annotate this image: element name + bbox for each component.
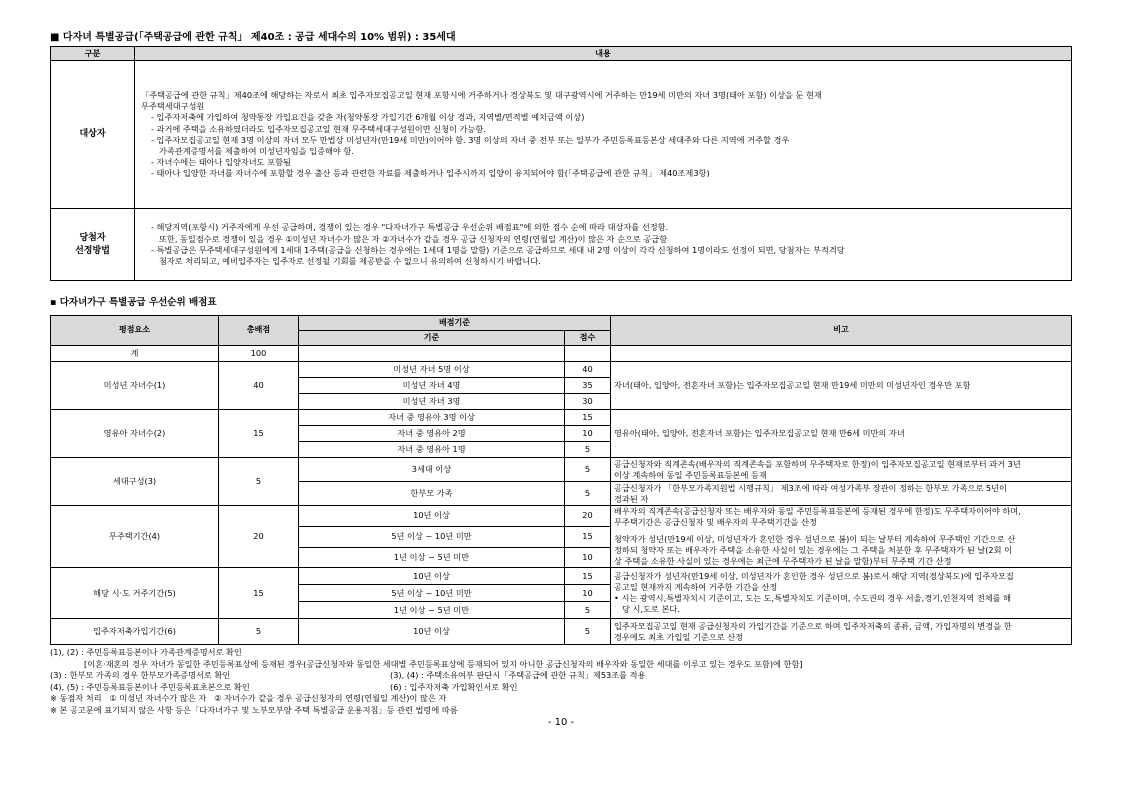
eligible-line: - 과거에 주택을 소유하였더라도 입주자모집공고일 현재 무주택세대구성원이면 신청이 가능함. — [151, 123, 486, 134]
total-cell: 5 — [219, 458, 299, 506]
header-criteria: 기준 — [299, 331, 565, 346]
score-cell: 10 — [565, 547, 611, 568]
footnote-part: (6) : 입주자저축 가입확인서로 확인 — [390, 681, 518, 692]
selection-line: 또한, 동일점수로 경쟁이 있을 경우 ①미성년 자녀수가 많은 자 ②자녀수가 같을 경우 공급 신청자의 연령(연월일 계산)이 많은 자 순으로 공급함 — [159, 233, 668, 244]
total-cell: 15 — [219, 568, 299, 619]
empty-cell — [565, 346, 611, 362]
score-cell: 15 — [565, 568, 611, 585]
footnote-line: (1), (2) : 주민등록표등본이나 가족관계증명서로 확인 — [50, 647, 242, 658]
criteria-cell: 5년 이상 ~ 10년 미만 — [299, 585, 565, 602]
total-cell: 5 — [219, 619, 299, 645]
score-table — [50, 315, 1072, 645]
section1-title: ■ 다자녀 특별공급(「주택공급에 관한 규칙」 제40조 : 공급 세대수의 10% 범위) : 35세대 — [50, 32, 456, 43]
header-score: 점수 — [565, 331, 611, 346]
header-criteria-group: 배점기준 — [299, 316, 611, 331]
eligible-line: 가족관계증명서를 제출하여 미성년자임을 입증해야 함. — [159, 145, 354, 156]
eligible-line: - 입주자모집공고일 현재 3명 이상의 자녀 모두 만법상 미성년자(만19세 미만)이어야 함. 3명 이상의 자녀 중 전부 또는 일부가 주민등록표등본상 세대주와 다른 지역에 거주할 경우 — [151, 134, 790, 145]
remarks-line: 공고일 현재까지 계속하여 거주한 기간을 산정 — [614, 582, 778, 593]
factor-cell: 무주택기간(4) — [51, 506, 219, 568]
criteria-cell: 자녀 중 영유아 1명 — [299, 442, 565, 458]
score-cell: 5 — [565, 602, 611, 619]
remarks-cell — [611, 619, 1072, 645]
criteria-cell: 10년 이상 — [299, 506, 565, 527]
criteria-cell: 10년 이상 — [299, 568, 565, 585]
eligible-line: - 태아나 입양한 자녀를 자녀수에 포함할 경우 출산 등과 관련한 자료를 제출하거나 입주시까지 입양이 유지되어야 함(「주택공급에 관한 규칙」 제40조제3항) — [151, 167, 710, 178]
criteria-cell: 10년 이상 — [299, 619, 565, 645]
criteria-cell: 자녀 중 영유아 3명 이상 — [299, 410, 565, 426]
remarks-cell — [611, 362, 1072, 410]
factor-cell: 세대구성(3) — [51, 458, 219, 506]
header-content: 내용 — [135, 47, 1072, 61]
eligible-line: 「주택공급에 관한 규칙」제40조에 해당하는 자로서 최초 입주자모집공고일 현재 포항시에 거주하거나 경상북도 및 대구광역시에 거주하는 만19세 미만의 자녀 3명(태아 포함) 이상을 둔 현재 — [141, 90, 822, 101]
remarks-line: 입주자모집공고일 현재 공급신청자의 가입기간을 기준으로 하며 입주자저축의 종류, 금액, 가입자명의 변경을 한 — [614, 620, 1012, 631]
selection-content — [135, 209, 1072, 281]
criteria-cell: 자녀 중 영유아 2명 — [299, 426, 565, 442]
header-total: 총배점 — [219, 316, 299, 346]
score-cell: 40 — [565, 362, 611, 378]
eligible-content — [135, 61, 1072, 209]
criteria-cell: 한부모 가족 — [299, 482, 565, 506]
footnote-part: (4), (5) : 주민등록표등본이나 주민등록표초본으로 확인 — [50, 681, 250, 692]
score-cell: 10 — [565, 585, 611, 602]
eligible-line: - 입주자저축에 가입하여 청약통장 가입요건을 갖춘 자(청약통장 가입기간 6개월 이상 경과, 지역별/면적별 예치금액 이상) — [151, 112, 585, 123]
remarks-line: 청약자가 성년(만19세 이상, 미성년자가 혼인한 경우 성년으로 봄)이 되는 날부터 계속하여 무주택인 기간으로 산 — [614, 534, 1016, 545]
remarks-line: 경우에도 최초 가입일 기준으로 산정 — [614, 631, 744, 642]
remarks-line: 배우자의 직계존속(공급신청자 또는 배우자와 동일 주민등록표등본에 등재된 경우에 한정)도 무주택자이어야 하며, — [614, 506, 1021, 517]
score-cell: 10 — [565, 426, 611, 442]
row-label-selection-1: 당첨자 — [79, 233, 106, 244]
selection-line: - 해당지역(포항시) 거주자에게 우선 공급하며, 경쟁이 있는 경우 "다자녀가구 특별공급 우선순위 배점표"에 의한 점수 순에 따라 대상자를 선정함. — [151, 222, 669, 233]
header-category: 구분 — [51, 47, 135, 61]
score-cell: 5 — [565, 482, 611, 506]
total-cell: 15 — [219, 410, 299, 458]
factor-cell: 영유아 자녀수(2) — [51, 410, 219, 458]
row-label-selection — [51, 209, 135, 281]
criteria-cell: 1년 이상 ~ 5년 미만 — [299, 602, 565, 619]
criteria-cell: 미성년 자녀 4명 — [299, 378, 565, 394]
selection-line: 첨자로 처리되고, 예비입주자는 입주자로 선정될 기회를 제공받을 수 없으니 유의하여 신청하시기 바랍니다. — [159, 255, 541, 266]
criteria-cell: 5년 이상 ~ 10년 미만 — [299, 526, 565, 547]
footnote-part: (3), (4) : 주택소유여부 판단시「주택공급에 관한 규칙」제53조를 적용 — [390, 670, 646, 681]
criteria-cell: 미성년 자녀 5명 이상 — [299, 362, 565, 378]
row-label-eligible: 대상자 — [51, 61, 135, 209]
remarks-line: 당 시,도로 본다. — [622, 604, 680, 615]
footnotes — [50, 647, 1072, 716]
score-cell: 20 — [565, 506, 611, 527]
eligible-line: 무주택세대구성원 — [141, 101, 205, 112]
remarks-line: 공급신청자와 직계존속(배우자의 직계존속을 포함하며 무주택자로 한정)이 입주자모집공고일 현재로부터 과거 3년 — [614, 458, 1021, 469]
page — [50, 30, 1072, 728]
criteria-cell: 3세대 이상 — [299, 458, 565, 482]
remarks-cell — [611, 458, 1072, 482]
footnote-line: ※ 동점자 처리 ① 미성년 자녀수가 많은 자 ② 자녀수가 같을 경우 공급신청자의 연령(연월일 계산)이 많은 자 — [50, 693, 447, 704]
total-cell: 20 — [219, 506, 299, 568]
score-cell: 35 — [565, 378, 611, 394]
criteria-cell: 1년 이상 ~ 5년 미만 — [299, 547, 565, 568]
header-remarks: 비고 — [611, 316, 1072, 346]
remarks-line: 무주택기간은 공급신청자 및 배우자의 무주택기간을 산정 — [614, 517, 817, 528]
remarks-line: 이상 계속하여 동일 주민등록표등본에 등재 — [614, 469, 767, 480]
footnote-line — [50, 670, 1072, 682]
remarks-line: 자녀(태아, 입양아, 전혼자녀 포함)는 입주자모집공고일 현재 만19세 미만의 미성년자인 경우만 포함 — [614, 380, 971, 391]
score-cell: 15 — [565, 410, 611, 426]
remarks-line: 정하되 청약자 또는 배우자가 주택을 소유한 사실이 있는 경우에는 그 주택을 처분한 후 무주택자가 된 날(2회 이 — [614, 545, 1013, 556]
remarks-line: 공급신청자가 성년자(만19세 이상, 미성년자가 혼인한 경우 성년으로 봄)로서 해당 지역(경상북도)에 입주자모집 — [614, 571, 1014, 582]
header-factor: 평점요소 — [51, 316, 219, 346]
score-cell: 30 — [565, 394, 611, 410]
row-label-selection-2: 선정방법 — [75, 245, 110, 256]
eligible-line: - 자녀수에는 태아나 입양자녀도 포함됨 — [151, 156, 291, 167]
criteria-cell: 미성년 자녀 3명 — [299, 394, 565, 410]
score-cell: 15 — [565, 526, 611, 547]
factor-cell: 미성년 자녀수(1) — [51, 362, 219, 410]
section2-title: ▪ 다자녀가구 특별공급 우선순위 배점표 — [50, 297, 217, 309]
score-cell: 5 — [565, 458, 611, 482]
remarks-line: 공급신청자가 「한부모가족지원법 시행규칙」 제3조에 따라 여성가족부 장관이 정하는 한부모 가족으로 5년이 — [614, 482, 1007, 493]
total-value: 100 — [219, 346, 299, 362]
empty-cell — [299, 346, 565, 362]
factor-cell: 입주자저축가입기간(6) — [51, 619, 219, 645]
remarks-line: 영유아(태아, 입양아, 전혼자녀 포함)는 입주자모집공고일 현재 만6세 미만의 자녀 — [614, 428, 905, 439]
remarks-cell — [611, 568, 1072, 619]
remarks-cell — [611, 482, 1072, 506]
eligibility-table — [50, 46, 1072, 281]
page-number: - 10 - — [547, 717, 575, 729]
factor-cell: 해당 시·도 거주기간(5) — [51, 568, 219, 619]
footnote-line: [이혼·재혼의 경우 자녀가 동일한 주민등록표상에 등재된 경우(공급신청자와 동일한 세대별 주민등록표상에 등재되어 있지 아니한 공급신청자의 배우자와 동일한 세대를 이루고 있는 경우도 포함)에 한함] — [84, 658, 803, 669]
footnote-line: ※ 본 공고문에 표기되지 않은 사항 등은「다자녀가구 및 노부모부양 주택 특별공급 운용지침」등 관련 법령에 따름 — [50, 704, 458, 715]
remarks-line: 경과된 자 — [614, 493, 649, 504]
empty-cell — [611, 346, 1072, 362]
footnote-line — [50, 682, 1072, 694]
remarks-line: • 시는 광역시,특별자치시 기준이고, 도는 도,특별자치도 기준이며, 수도권의 경우 서울,경기,인천지역 전체를 해 — [614, 593, 1012, 604]
score-cell: 5 — [565, 619, 611, 645]
score-cell: 5 — [565, 442, 611, 458]
remarks-line: 상 주택을 소유한 사실이 있는 경우에는 최근에 무주택자가 된 날을 말함)부터 무주택 기간 산정 — [614, 556, 952, 567]
remarks-cell — [611, 506, 1072, 568]
remarks-cell — [611, 410, 1072, 458]
total-cell: 40 — [219, 362, 299, 410]
selection-line: - 특별공급은 무주택세대구성원에게 1세대 1주택(공급을 신청하는 경우에는 1세대 1명을 말함) 기준으로 공급하므로 세대 내 2명 이상이 각각 신청하여 1명이라도 선정이 되면, 당첨자는 부적격당 — [151, 244, 845, 255]
total-label: 계 — [51, 346, 219, 362]
footnote-part: (3) : 한부모 가족의 경우 한부모가족증명서로 확인 — [50, 670, 231, 681]
